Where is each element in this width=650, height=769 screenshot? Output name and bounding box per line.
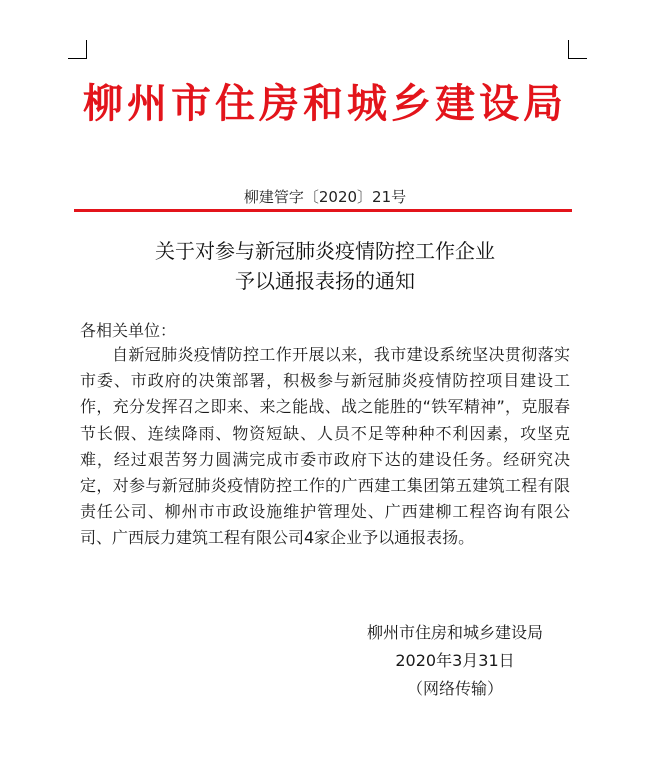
signing-organization: 柳州市住房和城乡建设局: [366, 623, 543, 642]
document-title: [0, 236, 650, 296]
document-number: 柳建管字〔2020〕21号: [243, 188, 407, 206]
crop-mark-top-right: [568, 40, 587, 59]
crop-mark-top-left: [68, 40, 87, 59]
salutation: 各相关单位：: [80, 321, 177, 340]
document-title-line-2: 予以通报表扬的通知: [235, 269, 415, 293]
body-paragraph: 自新冠肺炎疫情防控工作开展以来，我市建设系统坚决贯彻落实市委、市政府的决策部署，积极参与新冠肺炎疫情防控项目建设工作，充分发挥召之即来、来之能战、战之能胜的“铁军精神”，克服春节长假、连续降雨、物资短缺、人员不足等种种不利因素，攻坚克难，经过艰苦努力圆满完成市委市政府下达的建设任务。经研究决定，对参与新冠肺炎疫情防控工作的广西建工集团第五建筑工程有限责任公司、柳州市市政设施维护管理处、广西建柳工程咨询有限公司、广西辰力建筑工程有限公司4家企业予以通报表扬。: [80, 345, 570, 548]
document-title-line-1: 关于对参与新冠肺炎疫情防控工作企业: [155, 239, 495, 263]
transmission-note: （网络传输）: [406, 679, 503, 698]
red-divider-line: [74, 209, 572, 212]
issuing-organization-title: 柳州市住房和城乡建设局: [83, 80, 567, 127]
signing-date: 2020年3月31日: [395, 651, 515, 670]
